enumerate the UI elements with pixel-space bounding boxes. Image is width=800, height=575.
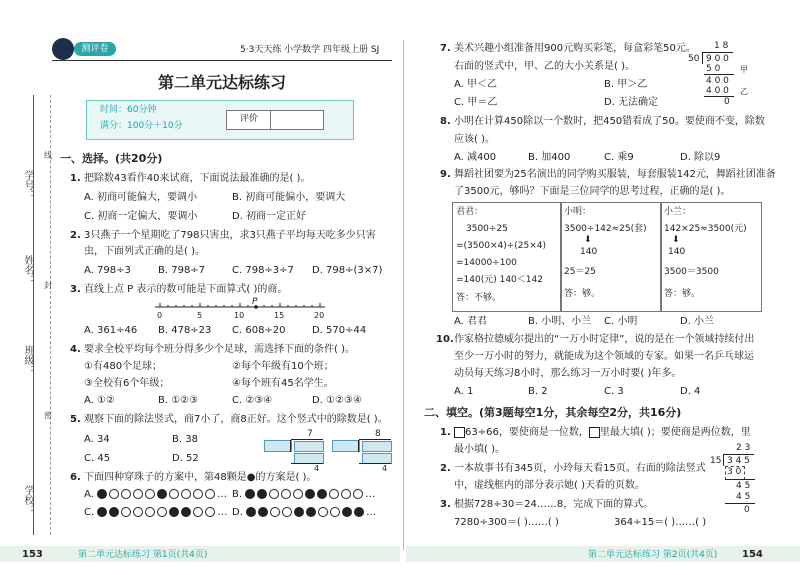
- f2-division-remainder: 0: [744, 505, 750, 515]
- f1-line2: 最小填( )。: [454, 444, 505, 455]
- q9-option-d[interactable]: D. 小兰: [680, 316, 715, 327]
- bead-filled-icon: [169, 507, 179, 517]
- q1-option-c[interactable]: C. 初商一定偏大，要调小: [84, 211, 198, 222]
- q2-text-line1: 3只燕子一个星期吃了798只害虫，求3只燕子平均每天吃多少只害: [84, 230, 376, 241]
- q5-remainder-1: 4: [314, 464, 320, 473]
- page-divider: [403, 40, 404, 550]
- q1-number: 1.: [70, 173, 81, 184]
- q10-option-a[interactable]: A. 1: [454, 386, 474, 397]
- q5-option-d[interactable]: D. 52: [172, 453, 199, 464]
- f3-number: 3.: [440, 499, 451, 510]
- f1-text-part2: 里最大填( )；要使商是两位数，里: [599, 427, 751, 438]
- q8-option-c[interactable]: C. 乘9: [604, 152, 634, 163]
- q9-xiaolan-name: 小兰：: [664, 207, 692, 217]
- q9-xiaolan-line1: 142×25≈3500(元): [664, 224, 747, 234]
- header-rule: [52, 60, 392, 61]
- bead-hollow-icon: [169, 489, 179, 499]
- bead-filled-icon: [257, 489, 267, 499]
- q7-number: 7.: [440, 43, 451, 54]
- q8-option-d[interactable]: D. 除以9: [680, 152, 721, 163]
- q7-option-a[interactable]: A. 甲＜乙: [454, 79, 498, 90]
- q7-option-d[interactable]: D. 无法确定: [604, 97, 659, 108]
- bead-filled-icon: [354, 507, 364, 517]
- bead-hollow-icon: [282, 507, 292, 517]
- q2-text-line2: 虫，下面列式正确的是( )。: [84, 246, 205, 257]
- q5-division-figure-1: [264, 428, 324, 473]
- q9-junjun-line4: =140(元) 140＜142: [456, 275, 543, 285]
- q4-option-c[interactable]: C. ②③④: [232, 395, 273, 406]
- q9-xiaoming-line2: 140: [580, 247, 598, 257]
- q3-option-b[interactable]: B. 478÷23: [158, 325, 212, 336]
- q9-option-a[interactable]: A. 君君: [454, 316, 488, 327]
- q3-point-label: P: [252, 297, 258, 307]
- school-label: 学校：: [22, 485, 33, 515]
- q7-division-step2: 4 0 0: [706, 76, 729, 86]
- bead-filled-icon: [245, 489, 255, 499]
- f2-division-step2: 4 5: [736, 481, 751, 491]
- q9-xiaoming-name: 小明：: [564, 207, 592, 217]
- f2-text-line2: 中，虚线框内的部分表示她( )天看的页数。: [454, 480, 645, 491]
- bead-filled-icon: [181, 507, 191, 517]
- q4-text: 要求全校平均每个班分得多少个足球，需选择下面的条件( )。: [84, 344, 355, 355]
- q2-number: 2.: [70, 230, 81, 241]
- q7-label-jia: 甲: [740, 65, 748, 74]
- q10-text-line2: 至少一万小时的努力，就能成为这个领域的专家。如果一名乒乓球运: [454, 351, 754, 362]
- q4-condition-2: ②每个年级有10个班；: [232, 361, 334, 372]
- page-title: 第二单元达标练习: [158, 73, 287, 92]
- q1-text: 把除数43看作40来试商，下面说法最准确的是( )。: [84, 173, 311, 184]
- q2-option-c[interactable]: C. 798÷3÷7: [232, 265, 294, 276]
- bead-filled-icon: [305, 489, 315, 499]
- q4-condition-4: ④每个班有45名学生。: [232, 378, 334, 389]
- q10-option-b[interactable]: B. 2: [528, 386, 548, 397]
- bead-hollow-icon: [109, 489, 119, 499]
- time-info: 时间：60分钟: [100, 105, 157, 115]
- q9-xiaoming-line3: 25＝25: [564, 267, 596, 277]
- q5-quotient-2: 8: [375, 429, 381, 439]
- q3-tick-5: 5: [197, 311, 203, 320]
- q7-division-remainder: 0: [724, 97, 730, 107]
- q3-number: 3.: [70, 284, 81, 295]
- bead-hollow-icon: [341, 489, 351, 499]
- q5-remainder-2: 4: [382, 464, 388, 473]
- arrow-down-icon: ⬇: [672, 235, 680, 245]
- q10-text-line1: 作家格拉德威尔提出的“一万小时定律”，说的是在一个领域持续付出: [454, 334, 755, 345]
- q5-division-figure-2: [332, 428, 392, 473]
- q10-option-c[interactable]: C. 3: [604, 386, 624, 397]
- q9-xiaolan-answer: 答：够。: [664, 289, 701, 299]
- footer-left-page-number: 153: [22, 549, 43, 560]
- bead-filled-icon: [157, 489, 167, 499]
- q9-xiaoming-answer: 答：够。: [564, 289, 601, 299]
- student-id-label: 学号：: [22, 170, 33, 200]
- bead-filled-icon: [97, 489, 107, 499]
- arrow-down-icon: ⬇: [584, 235, 592, 245]
- bead-filled-icon: [97, 507, 107, 517]
- q3-text: 直线上点 P 表示的数可能是下面算式( )的商。: [84, 284, 288, 295]
- bead-hollow-icon: [133, 489, 143, 499]
- q9-junjun-line1: 3500÷25: [466, 224, 508, 234]
- q7-text-line2: 右面的竖式中，甲、乙的大小关系是( )。: [454, 61, 635, 72]
- q5-number: 5.: [70, 414, 81, 425]
- q4-condition-1: ①有480个足球；: [84, 361, 163, 372]
- name-label: 姓名：: [22, 255, 33, 285]
- q7-division-quotient: 1 8: [714, 41, 729, 51]
- secret-mark: 密: [44, 411, 52, 420]
- series-label: 5·3天天练 小学数学 四年级上册 SJ: [240, 45, 380, 55]
- f2-division-divisor: 15: [710, 456, 722, 466]
- q6-option-b-label: B.: [232, 489, 243, 500]
- score-info: 满分：100分＋10分: [100, 121, 183, 131]
- q8-number: 8.: [440, 116, 451, 127]
- q9-xiaolan-line2: 140: [668, 247, 686, 257]
- q8-option-a[interactable]: A. 减400: [454, 152, 497, 163]
- q6-option-c-label: C.: [84, 507, 95, 518]
- q7-division-step3: 4 0 0: [706, 86, 729, 96]
- q3-tick-20: 20: [314, 311, 325, 320]
- bead-hollow-icon: [157, 507, 167, 517]
- q3-tick-0: 0: [157, 311, 163, 320]
- blank-square-icon[interactable]: [589, 427, 600, 438]
- bead-filled-icon: [294, 507, 304, 517]
- section-2-title: 二、填空。(第3题每空1分，其余每空2分，共16分): [424, 406, 682, 419]
- eval-label: 评价: [240, 114, 259, 124]
- bead-hollow-icon: [133, 507, 143, 517]
- f1-number: 1.: [440, 427, 451, 438]
- footer-right-text: 第二单元达标练习 第2页(共4页): [588, 550, 718, 560]
- bead-hollow-icon: [270, 507, 280, 517]
- q4-condition-3: ③全校有6个年级；: [84, 378, 170, 389]
- q6-option-d[interactable]: D. …: [232, 507, 377, 518]
- eval-input[interactable]: [270, 110, 324, 130]
- q9-xiaoming-line1: 3500÷142≈25(套): [564, 224, 647, 234]
- q10-number: 10.: [436, 334, 454, 345]
- f3-text: 根据728÷30＝24……8，完成下面的算式。: [454, 499, 654, 510]
- bead-filled-icon: [258, 507, 268, 517]
- bead-filled-icon: [109, 507, 119, 517]
- binding-line: [33, 95, 34, 535]
- q5-text: 观察下面的除法竖式，商7小了，商8正好。这个竖式中的除数是( )。: [84, 414, 388, 425]
- q5-quotient-1: 7: [307, 429, 313, 439]
- seal-mark: 封: [44, 281, 52, 290]
- q5-option-a[interactable]: A. 34: [84, 434, 110, 445]
- f3-equation-2[interactable]: 364÷15＝( )……( ): [614, 517, 707, 528]
- q5-option-c[interactable]: C. 45: [84, 453, 111, 464]
- q4-option-b[interactable]: B. ①②③: [158, 395, 199, 406]
- bead-filled-icon: [317, 489, 327, 499]
- q2-option-d[interactable]: D. 798÷(3×7): [312, 265, 383, 276]
- q6-option-d-label: D.: [232, 507, 243, 518]
- q3-tick-10: 10: [234, 311, 245, 320]
- q6-option-a[interactable]: A. …: [84, 489, 228, 500]
- q6-option-c[interactable]: C. …: [84, 507, 228, 518]
- q9-junjun-line2: =(3500×4)÷(25×4): [456, 241, 547, 251]
- bead-filled-icon: [342, 507, 352, 517]
- q8-text-line2: 应该( )。: [454, 134, 495, 145]
- q9-option-c[interactable]: C. 小明: [604, 316, 638, 327]
- f2-division-quotient: 2 3: [736, 443, 751, 453]
- class-label: 班级：: [22, 345, 33, 375]
- q6-text: 下面四种穿珠子的方案中，第48颗是●的方案是( )。: [84, 472, 317, 483]
- q4-option-a[interactable]: A. ①②: [84, 395, 115, 406]
- bead-hollow-icon: [181, 489, 191, 499]
- q8-text-line1: 小明在计算450除以一个数时，把450错看成了50。要使商不变，除数: [454, 116, 765, 127]
- q9-xiaolan-line3: 3500＝3500: [664, 267, 719, 277]
- mascot-icon: [52, 38, 74, 60]
- q7-label-yi: 乙: [740, 87, 748, 96]
- q8-option-b[interactable]: B. 加400: [528, 152, 571, 163]
- bead-hollow-icon: [121, 507, 131, 517]
- q2-option-b[interactable]: B. 798÷7: [158, 265, 206, 276]
- q2-option-a[interactable]: A. 798÷3: [84, 265, 131, 276]
- footer-left-text: 第二单元达标练习 第1页(共4页): [78, 550, 208, 560]
- q10-text-line3: 动员每天练习8小时，那么练习一万小时要( )年多。: [454, 368, 682, 379]
- bead-hollow-icon: [330, 507, 340, 517]
- bead-hollow-icon: [205, 489, 215, 499]
- f2-number: 2.: [440, 463, 451, 474]
- q6-option-a-label: A.: [84, 489, 94, 500]
- q9-text-line1: 舞蹈社团要为25名演出的同学购买服装，每套服装142元，舞蹈社团准备: [454, 169, 776, 180]
- q3-option-c[interactable]: C. 608÷20: [232, 325, 286, 336]
- q9-number: 9.: [440, 169, 451, 180]
- bead-filled-icon: [306, 507, 316, 517]
- q4-number: 4.: [70, 344, 81, 355]
- footer-right-page-number: 154: [742, 549, 763, 560]
- f2-division-dividend: 3 4 5: [727, 456, 750, 466]
- bead-filled-icon: [246, 507, 256, 517]
- f1-line1: [454, 426, 751, 439]
- f2-text-line1: 一本故事书有345页，小玲每天看15页。右面的除法竖式: [454, 463, 706, 474]
- bead-hollow-icon: [353, 489, 363, 499]
- blank-square-icon[interactable]: [454, 427, 465, 438]
- line-mark: 线: [44, 151, 52, 160]
- q10-option-d[interactable]: D. 4: [680, 386, 701, 397]
- q7-division-figure: [688, 40, 758, 106]
- q1-option-a[interactable]: A. 初商可能偏大，要调小: [84, 192, 198, 203]
- bead-hollow-icon: [205, 507, 215, 517]
- q7-option-c[interactable]: C. 甲＝乙: [454, 97, 498, 108]
- f2-division-step1: 3 0: [727, 467, 742, 477]
- bead-hollow-icon: [145, 507, 155, 517]
- bead-hollow-icon: [193, 507, 203, 517]
- binding-dashed-line: [50, 95, 51, 535]
- q4-option-d[interactable]: D. ①②③④: [312, 395, 362, 406]
- q5-option-b[interactable]: B. 38: [172, 434, 198, 445]
- q7-option-b[interactable]: B. 甲＞乙: [604, 79, 648, 90]
- badge: 测评卷: [74, 42, 116, 56]
- section-1-title: 一、选择。(共20分): [60, 152, 163, 165]
- q3-option-a[interactable]: A. 361÷46: [84, 325, 138, 336]
- q7-text-line1: 美术兴趣小组准备用900元购买彩笔，每盒彩笔50元。: [454, 43, 696, 54]
- q9-junjun-name: 君君：: [456, 207, 484, 217]
- bead-hollow-icon: [318, 507, 328, 517]
- q1-option-b[interactable]: B. 初商可能偏小，要调大: [232, 192, 346, 203]
- q7-division-step1: 5 0: [706, 64, 721, 74]
- q3-tick-15: 15: [274, 311, 285, 320]
- q6-option-b[interactable]: B. …: [232, 489, 376, 500]
- q7-division-divisor: 50: [688, 54, 700, 64]
- q3-option-d[interactable]: D. 570÷44: [312, 325, 367, 336]
- bead-hollow-icon: [193, 489, 203, 499]
- bead-hollow-icon: [121, 489, 131, 499]
- q1-option-d[interactable]: D. 初商一定正好: [232, 211, 307, 222]
- bead-hollow-icon: [293, 489, 303, 499]
- f3-equation-1[interactable]: 7280÷300＝( )……( ): [454, 517, 559, 528]
- q7-division-dividend: 9 0 0: [706, 54, 729, 64]
- f1-text-part1: 63÷66，要使商是一位数，: [465, 427, 589, 438]
- q9-junjun-answer: 答：不够。: [456, 293, 502, 303]
- q9-option-b[interactable]: B. 小明、小兰: [528, 316, 592, 327]
- q6-number: 6.: [70, 472, 81, 483]
- f2-division-step3: 4 5: [736, 492, 751, 502]
- bead-hollow-icon: [329, 489, 339, 499]
- bead-hollow-icon: [281, 489, 291, 499]
- bead-hollow-icon: [269, 489, 279, 499]
- q9-text-line2: 了3500元，够吗？下面是三位同学的思考过程，正确的是( )。: [454, 186, 731, 197]
- f2-division-figure: [710, 442, 770, 518]
- q9-junjun-line3: =14000÷100: [456, 258, 517, 268]
- bead-hollow-icon: [145, 489, 155, 499]
